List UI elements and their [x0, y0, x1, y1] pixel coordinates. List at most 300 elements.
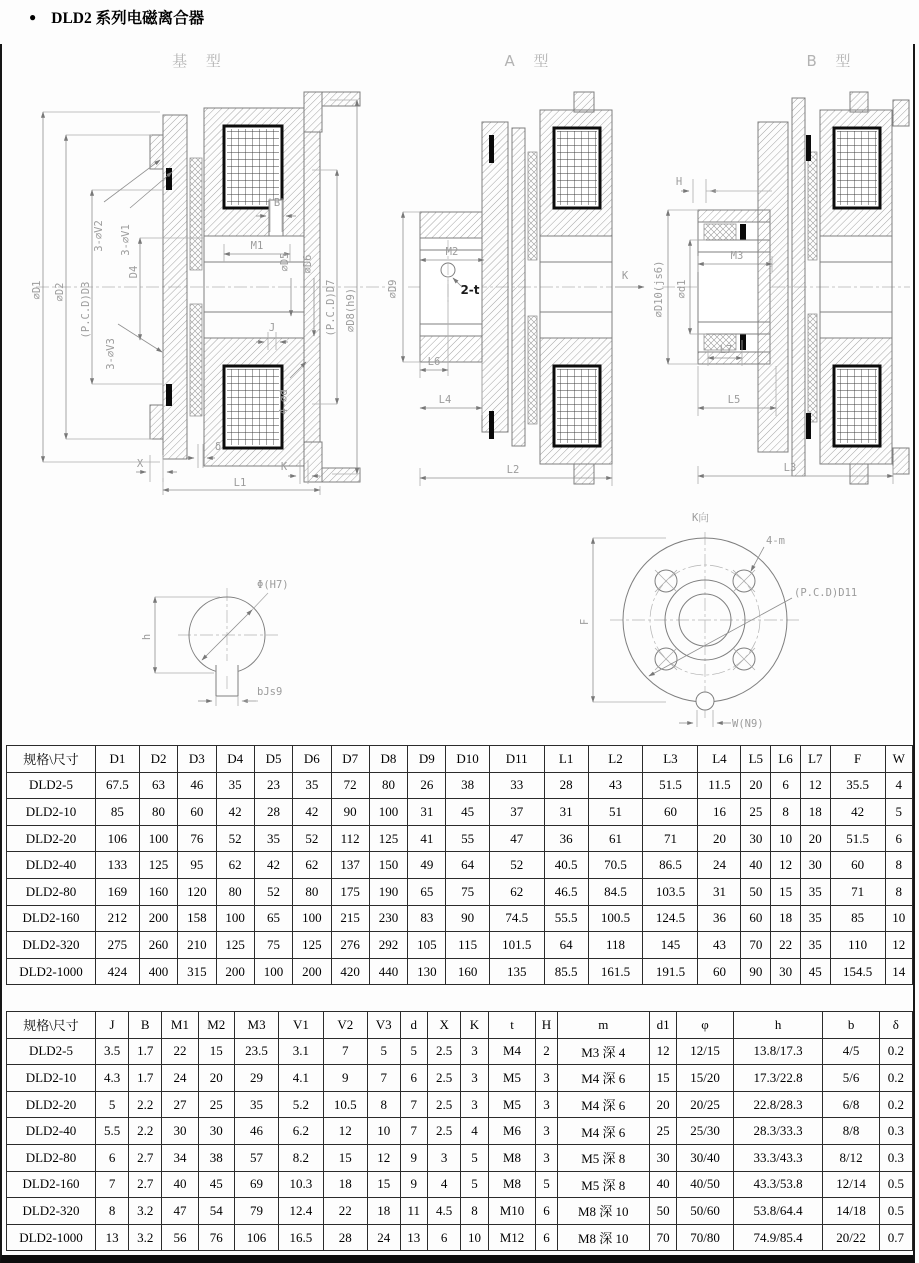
value-cell: M5 [488, 1091, 535, 1118]
value-cell: 100 [369, 799, 407, 826]
value-cell: 118 [588, 932, 643, 959]
value-cell: 33 [489, 772, 544, 799]
value-cell: 0.3 [879, 1144, 912, 1171]
spec-name-cell: DLD2-80 [7, 1144, 96, 1171]
value-cell: 35 [800, 905, 830, 932]
value-cell: 24 [367, 1224, 400, 1251]
value-cell: 95 [178, 852, 216, 879]
dim-label-d6: ∅D6 [302, 254, 314, 274]
value-cell: 35 [800, 932, 830, 959]
value-cell: 23.5 [234, 1038, 278, 1065]
value-cell: 70.5 [588, 852, 643, 879]
dim-label-d1-small: ∅d1 [676, 279, 688, 299]
value-cell: 20 [698, 825, 741, 852]
value-cell: 76 [198, 1224, 234, 1251]
seal-mark [740, 224, 746, 240]
spec-name-cell: DLD2-1000 [7, 1224, 96, 1251]
column-header: L6 [771, 746, 801, 773]
dim-label-l1: L1 [233, 477, 247, 489]
value-cell: 7 [96, 1171, 129, 1198]
dim-label-l3: L3 [783, 462, 797, 474]
value-cell: 315 [178, 958, 216, 985]
value-cell: 31 [698, 878, 741, 905]
value-cell: 35 [254, 825, 292, 852]
value-cell: 15 [198, 1038, 234, 1065]
value-cell: 150 [369, 852, 407, 879]
value-cell: 60 [178, 799, 216, 826]
k-direction-view [579, 511, 857, 730]
dim-label-d9: ∅D9 [387, 279, 399, 299]
value-cell: 13 [96, 1224, 129, 1251]
value-cell: 51 [588, 799, 643, 826]
table-row [7, 932, 913, 959]
value-cell: 50 [741, 878, 771, 905]
value-cell: 7 [400, 1091, 428, 1118]
value-cell: 200 [216, 958, 254, 985]
value-cell: 125 [369, 825, 407, 852]
value-cell: 64 [544, 932, 588, 959]
value-cell: 124.5 [643, 905, 698, 932]
value-cell: 83 [408, 905, 446, 932]
dim-label-l4: L4 [438, 394, 452, 406]
header-row [7, 1012, 913, 1039]
value-cell: 55.5 [544, 905, 588, 932]
value-cell: 100 [139, 825, 177, 852]
column-header: L4 [698, 746, 741, 773]
value-cell: 9 [323, 1065, 367, 1092]
value-cell: 12/14 [823, 1171, 879, 1198]
value-cell: 12 [885, 932, 912, 959]
value-cell: 190 [369, 878, 407, 905]
value-cell: 17.3/22.8 [733, 1065, 823, 1092]
dim-label-b: B [273, 197, 281, 209]
value-cell: 100 [254, 958, 292, 985]
value-cell: 3 [461, 1038, 489, 1065]
value-cell: 74.5 [489, 905, 544, 932]
value-cell: 160 [139, 878, 177, 905]
column-header: D1 [96, 746, 140, 773]
value-cell: 85.5 [544, 958, 588, 985]
spec-name-cell: DLD2-20 [7, 825, 96, 852]
value-cell: 4.3 [96, 1065, 129, 1092]
value-cell: 2.2 [129, 1118, 162, 1145]
value-cell: 43.3/53.8 [733, 1171, 823, 1198]
column-header: D4 [216, 746, 254, 773]
value-cell: 137 [331, 852, 369, 879]
value-cell: 47 [489, 825, 544, 852]
column-header: L5 [741, 746, 771, 773]
column-header: M2 [198, 1012, 234, 1039]
value-cell: 1.7 [129, 1038, 162, 1065]
value-cell: 20 [741, 772, 771, 799]
value-cell: 200 [139, 905, 177, 932]
column-header: 规格\尺寸 [7, 746, 96, 773]
value-cell: 191.5 [643, 958, 698, 985]
value-cell: 14 [885, 958, 912, 985]
value-cell: M5 深 8 [557, 1144, 649, 1171]
value-cell: 35 [293, 772, 331, 799]
value-cell: 80 [139, 799, 177, 826]
column-header: W [885, 746, 912, 773]
value-cell: 62 [489, 878, 544, 905]
value-cell: 28 [544, 772, 588, 799]
value-cell: 15/20 [677, 1065, 733, 1092]
value-cell: 2.5 [428, 1065, 461, 1092]
value-cell: M8 深 10 [557, 1198, 649, 1225]
dim-label-wn9: W(N9) [732, 718, 764, 730]
value-cell: 33.3/43.3 [733, 1144, 823, 1171]
value-cell: 5 [96, 1091, 129, 1118]
value-cell: 5 [536, 1171, 557, 1198]
value-cell: 20 [649, 1091, 677, 1118]
value-cell: 158 [178, 905, 216, 932]
table-row [7, 852, 913, 879]
column-header: D9 [408, 746, 446, 773]
column-header: F [830, 746, 885, 773]
column-header: L7 [800, 746, 830, 773]
table-row [7, 772, 913, 799]
value-cell: 8 [367, 1091, 400, 1118]
value-cell: 3.2 [129, 1224, 162, 1251]
dim-label-3v3: 3-∅V3 [105, 338, 117, 370]
base-type-title: 基 型 [172, 52, 228, 70]
value-cell: 24 [162, 1065, 198, 1092]
column-header: D5 [254, 746, 292, 773]
seal-mark [489, 135, 494, 163]
dimension-table-1 [6, 745, 913, 985]
column-header: D7 [331, 746, 369, 773]
column-header: L1 [544, 746, 588, 773]
value-cell: 70/80 [677, 1224, 733, 1251]
value-cell: 6/8 [823, 1091, 879, 1118]
value-cell: 12 [323, 1118, 367, 1145]
seal-mark [166, 168, 172, 190]
value-cell: 120 [178, 878, 216, 905]
value-cell: 2.2 [129, 1091, 162, 1118]
value-cell: 25/30 [677, 1118, 733, 1145]
column-header: d [400, 1012, 428, 1039]
value-cell: 106 [234, 1224, 278, 1251]
spec-name-cell: DLD2-1000 [7, 958, 96, 985]
value-cell: 14/18 [823, 1198, 879, 1225]
value-cell: 101.5 [489, 932, 544, 959]
value-cell: 46.5 [544, 878, 588, 905]
column-header: L3 [643, 746, 698, 773]
value-cell: 160 [446, 958, 489, 985]
value-cell: 8/8 [823, 1118, 879, 1145]
dim-label-3v1: 3-∅V1 [120, 224, 132, 256]
dim-label-l7: L7 [719, 344, 733, 356]
column-header: M3 [234, 1012, 278, 1039]
value-cell: 5 [367, 1038, 400, 1065]
value-cell: 8 [885, 878, 912, 905]
value-cell: 85 [830, 905, 885, 932]
spec-name-cell: DLD2-5 [7, 772, 96, 799]
value-cell: 175 [331, 878, 369, 905]
seal-mark [489, 411, 494, 439]
value-cell: 230 [369, 905, 407, 932]
value-cell: 0.3 [879, 1118, 912, 1145]
column-header: M1 [162, 1012, 198, 1039]
column-header: D2 [139, 746, 177, 773]
column-header: t [488, 1012, 535, 1039]
value-cell: 16.5 [279, 1224, 323, 1251]
dim-label-d2: ∅D2 [54, 282, 66, 302]
value-cell: 13 [400, 1224, 428, 1251]
value-cell: 125 [216, 932, 254, 959]
value-cell: 45 [446, 799, 489, 826]
value-cell: 15 [771, 878, 801, 905]
value-cell: 25 [198, 1091, 234, 1118]
value-cell: 3.5 [96, 1038, 129, 1065]
value-cell: 18 [771, 905, 801, 932]
value-cell: 2.7 [129, 1171, 162, 1198]
value-cell: 75 [446, 878, 489, 905]
dim-label-j: J [268, 322, 276, 334]
value-cell: 25 [741, 799, 771, 826]
value-cell: 275 [96, 932, 140, 959]
value-cell: 42 [293, 799, 331, 826]
value-cell: 3 [461, 1091, 489, 1118]
value-cell: 110 [830, 932, 885, 959]
dim-label-k: K [280, 461, 288, 473]
value-cell: 84.5 [588, 878, 643, 905]
value-cell: 112 [331, 825, 369, 852]
value-cell: 61 [588, 825, 643, 852]
value-cell: 60 [830, 852, 885, 879]
value-cell: 80 [216, 878, 254, 905]
value-cell: 70 [649, 1224, 677, 1251]
value-cell: 5 [461, 1144, 489, 1171]
value-cell: 62 [216, 852, 254, 879]
value-cell: 37 [489, 799, 544, 826]
value-cell: 424 [96, 958, 140, 985]
value-cell: 43 [588, 772, 643, 799]
value-cell: 125 [293, 932, 331, 959]
value-cell: 400 [139, 958, 177, 985]
value-cell: 30 [771, 958, 801, 985]
seal-mark [806, 135, 811, 161]
value-cell: 71 [643, 825, 698, 852]
value-cell: 12 [649, 1038, 677, 1065]
value-cell: 25 [649, 1118, 677, 1145]
dim-label-d3: (P.C.D)D3 [80, 281, 92, 339]
dim-label-d7: (P.C.D)D7 [325, 279, 337, 337]
column-header: D6 [293, 746, 331, 773]
value-cell: 38 [446, 772, 489, 799]
value-cell: M3 深 4 [557, 1038, 649, 1065]
value-cell: 10 [367, 1118, 400, 1145]
spec-name-cell: DLD2-10 [7, 799, 96, 826]
table-row [7, 958, 913, 985]
value-cell: 50 [649, 1198, 677, 1225]
value-cell: 4 [885, 772, 912, 799]
value-cell: 3.2 [129, 1198, 162, 1225]
dim-label-m3: M3 [730, 250, 744, 262]
value-cell: 4.1 [279, 1065, 323, 1092]
dim-label-kview: K [621, 270, 629, 282]
value-cell: M5 深 8 [557, 1171, 649, 1198]
table-row [7, 1091, 913, 1118]
value-cell: 20 [800, 825, 830, 852]
dim-label-4m: 4-m [766, 535, 785, 547]
dim-label-4d: 4-∅d [278, 389, 290, 415]
column-header: D8 [369, 746, 407, 773]
base-type-drawing [31, 52, 396, 495]
value-cell: 42 [254, 852, 292, 879]
value-cell: 6 [96, 1144, 129, 1171]
dim-label-d4: D4 [128, 265, 140, 279]
dim-label-3v2: 3-∅V2 [93, 220, 105, 252]
value-cell: 62 [293, 852, 331, 879]
value-cell: 53.8/64.4 [733, 1198, 823, 1225]
value-cell: 47 [162, 1198, 198, 1225]
value-cell: 7 [400, 1118, 428, 1145]
table-row [7, 1198, 913, 1225]
value-cell: 29 [234, 1065, 278, 1092]
value-cell: 36 [544, 825, 588, 852]
value-cell: 260 [139, 932, 177, 959]
value-cell: 15 [323, 1144, 367, 1171]
column-header: d1 [649, 1012, 677, 1039]
value-cell: 8/12 [823, 1144, 879, 1171]
value-cell: 6 [400, 1065, 428, 1092]
value-cell: 6 [536, 1224, 557, 1251]
table-row [7, 1038, 913, 1065]
value-cell: 105 [408, 932, 446, 959]
value-cell: 10.3 [279, 1171, 323, 1198]
keyway-bore-detail [141, 579, 289, 706]
value-cell: 22.8/28.3 [733, 1091, 823, 1118]
dim-label-d1: ∅D1 [31, 280, 43, 300]
column-header: m [557, 1012, 649, 1039]
value-cell: 3 [536, 1091, 557, 1118]
value-cell: 70 [741, 932, 771, 959]
value-cell: 80 [293, 878, 331, 905]
column-header: h [733, 1012, 823, 1039]
value-cell: 50/60 [677, 1198, 733, 1225]
value-cell: 35 [216, 772, 254, 799]
value-cell: M4 深 6 [557, 1091, 649, 1118]
value-cell: 4/5 [823, 1038, 879, 1065]
value-cell: 42 [830, 799, 885, 826]
column-header: 规格\尺寸 [7, 1012, 96, 1039]
dim-label-l6: L6 [427, 356, 441, 368]
value-cell: 31 [544, 799, 588, 826]
dim-label-d8: ∅D8(h9) [345, 287, 357, 333]
value-cell: 24 [698, 852, 741, 879]
spec-name-cell: DLD2-160 [7, 905, 96, 932]
value-cell: 4 [428, 1171, 461, 1198]
value-cell: 26 [408, 772, 446, 799]
value-cell: 292 [369, 932, 407, 959]
value-cell: 49 [408, 852, 446, 879]
value-cell: M4 深 6 [557, 1065, 649, 1092]
value-cell: 276 [331, 932, 369, 959]
value-cell: 6 [885, 825, 912, 852]
value-cell: 20 [198, 1065, 234, 1092]
dim-label-h: H [675, 176, 683, 188]
value-cell: 27 [162, 1091, 198, 1118]
value-cell: 65 [254, 905, 292, 932]
value-cell: 10 [885, 905, 912, 932]
column-header: D11 [489, 746, 544, 773]
seal-mark [806, 413, 811, 439]
value-cell: 86.5 [643, 852, 698, 879]
column-header: J [96, 1012, 129, 1039]
value-cell: 20/25 [677, 1091, 733, 1118]
value-cell: 90 [741, 958, 771, 985]
value-cell: 28 [323, 1224, 367, 1251]
value-cell: 8.2 [279, 1144, 323, 1171]
dim-label-bjs9: bJs9 [257, 686, 283, 698]
value-cell: 40/50 [677, 1171, 733, 1198]
value-cell: 52 [293, 825, 331, 852]
value-cell: 15 [367, 1171, 400, 1198]
value-cell: 75 [254, 932, 292, 959]
spec-name-cell: DLD2-320 [7, 932, 96, 959]
technical-drawings [0, 40, 919, 746]
value-cell: 35 [800, 878, 830, 905]
value-cell: 40 [162, 1171, 198, 1198]
value-cell: 3 [461, 1065, 489, 1092]
column-header: D10 [446, 746, 489, 773]
table-row [7, 1118, 913, 1145]
dim-label-d10: ∅D10(js6) [653, 260, 665, 318]
spec-name-cell: DLD2-10 [7, 1065, 96, 1092]
value-cell: 85 [96, 799, 140, 826]
value-cell: 20/22 [823, 1224, 879, 1251]
value-cell: 35 [234, 1091, 278, 1118]
value-cell: 40 [741, 852, 771, 879]
value-cell: 16 [698, 799, 741, 826]
column-header: K [461, 1012, 489, 1039]
spec-name-cell: DLD2-20 [7, 1091, 96, 1118]
value-cell: 57 [234, 1144, 278, 1171]
value-cell: 8 [96, 1198, 129, 1225]
spec-name-cell: DLD2-40 [7, 852, 96, 879]
value-cell: 0.5 [879, 1198, 912, 1225]
value-cell: 38 [198, 1144, 234, 1171]
dim-label-f: F [579, 618, 591, 626]
value-cell: 71 [830, 878, 885, 905]
value-cell: 35.5 [830, 772, 885, 799]
table-row [7, 1224, 913, 1251]
value-cell: 52 [216, 825, 254, 852]
value-cell: 3 [428, 1144, 461, 1171]
value-cell: 10 [461, 1224, 489, 1251]
value-cell: 100 [293, 905, 331, 932]
value-cell: 200 [293, 958, 331, 985]
value-cell: 12/15 [677, 1038, 733, 1065]
value-cell: 45 [198, 1171, 234, 1198]
value-cell: 100 [216, 905, 254, 932]
column-header: L2 [588, 746, 643, 773]
value-cell: 63 [139, 772, 177, 799]
value-cell: M8 [488, 1171, 535, 1198]
table1-container [6, 745, 913, 985]
value-cell: 23 [254, 772, 292, 799]
value-cell: 6.2 [279, 1118, 323, 1145]
dim-label-l5: L5 [727, 394, 741, 406]
value-cell: 74.9/85.4 [733, 1224, 823, 1251]
value-cell: 133 [96, 852, 140, 879]
value-cell: 0.2 [879, 1091, 912, 1118]
value-cell: 145 [643, 932, 698, 959]
value-cell: 2.5 [428, 1118, 461, 1145]
value-cell: 36 [698, 905, 741, 932]
value-cell: 106 [96, 825, 140, 852]
